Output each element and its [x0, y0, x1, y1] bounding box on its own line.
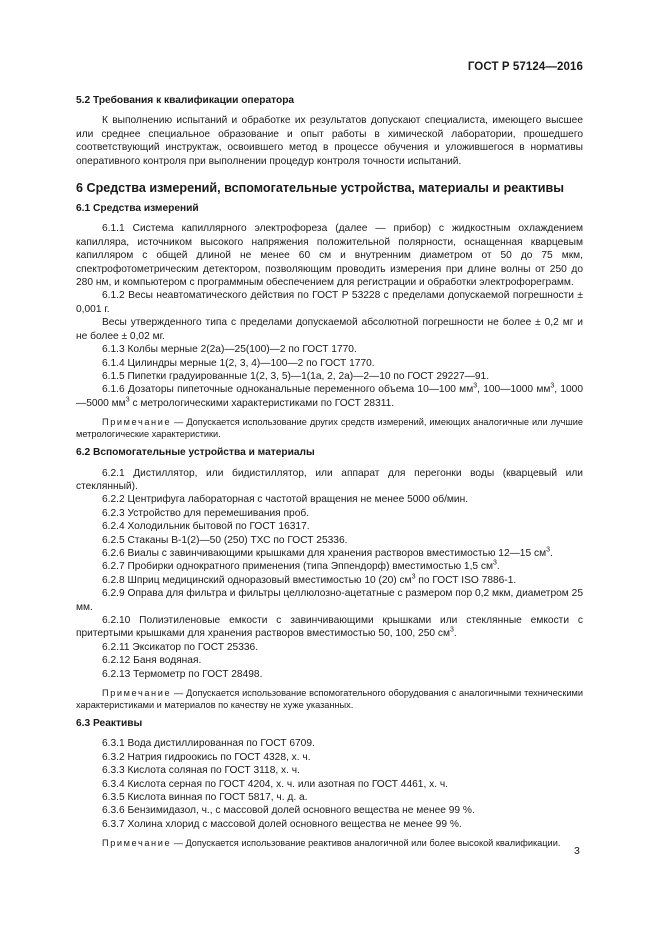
section-6-title: 6 Средства измерений, вспомогательные устройства, материалы и реактивы	[76, 181, 565, 196]
superscript: 3	[493, 559, 497, 567]
list-item-6-2-3: 6.2.3 Устройство для перемешивания проб.	[102, 507, 310, 519]
note-6-3	[76, 837, 583, 849]
section-6-1-title: 6.1 Средства измерений	[76, 203, 199, 215]
list-item-6-2-12: 6.2.12 Баня водяная.	[102, 655, 202, 667]
list-item-6-2-11: 6.2.11 Эксикатор по ГОСТ 25336.	[102, 641, 259, 653]
superscript: 3	[125, 396, 130, 404]
document-code-header: ГОСТ Р 57124—2016	[467, 61, 583, 73]
list-item-6-3-6: 6.3.6 Бензимидазол, ч., с массовой долей основного вещества не менее 99 %.	[102, 805, 475, 817]
section-5-2-title: 5.2 Требования к квалификации оператора	[76, 95, 295, 106]
list-item-text: 6.2.6 Виалы с завинчивающими крышками для хранения растворов вместимостью 12—15 см	[102, 547, 547, 559]
superscript: 3	[550, 382, 555, 390]
superscript: 3	[449, 627, 454, 635]
paragraph-6-1-2: 6.1.2 Весы неавтоматического действия по ГОСТ Р 53228 с пределами допускаемой погрешности ± 0,001 г.	[76, 290, 583, 315]
note-label: Примечание	[102, 838, 172, 849]
list-item-6-2-5: 6.2.5 Стаканы В-1(2)—50 (250) ТХС по ГОСТ 25336.	[102, 534, 348, 546]
list-item-text: 6.2.10 Полиэтиленовые емкости с завинчивающими крышками или стеклянные емкости с притертыми крышками для хранения растворов вместимостью 50, 100, 250 см	[76, 615, 583, 640]
superscript: 3	[546, 546, 550, 554]
list-item-6-2-8	[76, 574, 583, 587]
list-item-text: 6.2.7 Пробирки однократного применения (типа Эппендорф) вместимостью 1,5 см	[102, 561, 494, 573]
page-number: 3	[574, 845, 580, 857]
list-item-text: 6.2.8 Шприц медицинский одноразовый вместимостью 10 (20) см	[102, 574, 412, 586]
list-item-6-2-9: 6.2.9 Оправа для фильтра и фильтры целлюлозно-ацетатные с размером пор 0,2 мкм, диаметром 25 мм.	[76, 588, 583, 613]
note-label: Примечание	[102, 417, 172, 428]
list-item-6-2-13: 6.2.13 Термометр по ГОСТ 28498.	[102, 668, 263, 680]
paragraph-6-1-1: 6.1.1 Система капиллярного электрофореза (далее — прибор) с жидкостным охлаждением капилляра, источником высокого напряжения положительной полярности, оснащенная кварцевым капилляром с общей длиной не менее 60 см и внутренним диаметром от 50 до 75 мкм, спектрофотометрическим детектором, позволяющим проводить измерения при длине волны от 250 до 280 нм, и компьютером с программным обеспечением для регистрации и обработки электрофореграмм.	[76, 223, 583, 289]
list-item-6-2-10	[76, 614, 583, 641]
list-item-text: по ГОСТ ISO 7886-1.	[415, 574, 517, 586]
note-label: Примечание	[102, 688, 172, 699]
list-item-6-3-7: 6.3.7 Холина хлорид с массовой долей основного вещества не менее 99 %.	[102, 818, 462, 830]
paragraph-6-1-6	[76, 383, 583, 410]
note-text: — Допускается использование вспомогательного оборудования с аналогичными техническими характеристиками и материалов по качеству не хуже указанных.	[76, 688, 583, 711]
paragraph-6-1-6-part-b: , 100—1000 мм	[477, 384, 551, 396]
note-text: — Допускается использование реактивов аналогичной или более высокой квалификации.	[171, 838, 561, 849]
paragraph-scales: Весы утвержденного типа с пределами допускаемой абсолютной погрешности не более ± 0,2 мг и не более ± 0,02 мг.	[76, 317, 583, 342]
note-text: — Допускается использование других средств измерений, имеющих аналогичные или лучшие метрологические характеристики.	[76, 417, 583, 440]
list-item-6-3-5: 6.3.5 Кислота винная по ГОСТ 5817, ч. д. а.	[102, 792, 308, 804]
list-item-6-2-1: 6.2.1 Дистиллятор, или бидистиллятор, или аппарат для перегонки воды (кварцевый или стеклянный).	[76, 467, 583, 492]
list-item-6-3-3: 6.3.3 Кислота соляная по ГОСТ 3118, х. ч.	[102, 765, 300, 777]
section-6-2-title: 6.2 Вспомогательные устройства и материалы	[76, 447, 315, 459]
list-item-text: .	[453, 628, 457, 640]
paragraph-6-1-3: 6.1.3 Колбы мерные 2(2а)—25(100)—2 по ГОСТ 1770.	[102, 344, 357, 356]
section-5-2-text: К выполнению испытаний и обработке их результатов допускают специалиста, имеющего высшее или среднее специальное образование и опыт работы в химической лаборатории, прошедшего соответствующий инструктаж, освоившего метод в процессе обучения и уложившегося в нормативы оперативного контроля при выполнении процедур контроля точности испытаний.	[76, 115, 583, 167]
list-item-text: .	[549, 547, 553, 559]
superscript: 3	[473, 382, 478, 390]
paragraph-6-1-6-part-c: , 1000—5000 мм	[76, 384, 583, 409]
list-item-6-2-2: 6.2.2 Центрифуга лабораторная с частотой вращения не менее 5000 об/мин.	[102, 494, 469, 506]
document-body	[76, 94, 583, 849]
list-item-6-3-2: 6.3.2 Натрия гидроокись по ГОСТ 4328, х. ч.	[102, 751, 311, 763]
list-item-6-2-4: 6.2.4 Холодильник бытовой по ГОСТ 16317.	[102, 521, 310, 533]
paragraph-6-1-6-part-d: с метрологическими характеристиками по ГОСТ 28311.	[129, 397, 395, 409]
list-item-text: .	[496, 561, 500, 573]
note-6-2	[76, 687, 583, 711]
paragraph-6-1-5: 6.1.5 Пипетки градуированные 1(2, 3, 5)—1(1а, 2, 2а)—2—10 по ГОСТ 29227—91.	[102, 370, 490, 382]
list-item-6-3-1: 6.3.1 Вода дистиллированная по ГОСТ 6709.	[102, 738, 315, 750]
note-6-1	[76, 416, 583, 440]
list-item-6-2-7	[76, 560, 583, 573]
superscript: 3	[411, 573, 416, 581]
list-item-6-3-4: 6.3.4 Кислота серная по ГОСТ 4204, х. ч. или азотная по ГОСТ 4461, х. ч.	[102, 778, 448, 790]
section-6-3-title: 6.3 Реактивы	[76, 718, 143, 730]
paragraph-6-1-4: 6.1.4 Цилиндры мерные 1(2, 3, 4)—100—2 по ГОСТ 1770.	[102, 357, 375, 369]
list-item-6-2-6	[76, 547, 583, 560]
paragraph-6-1-6-part-a: 6.1.6 Дозаторы пипеточные одноканальные переменного объема 10—100 мм	[102, 384, 474, 396]
